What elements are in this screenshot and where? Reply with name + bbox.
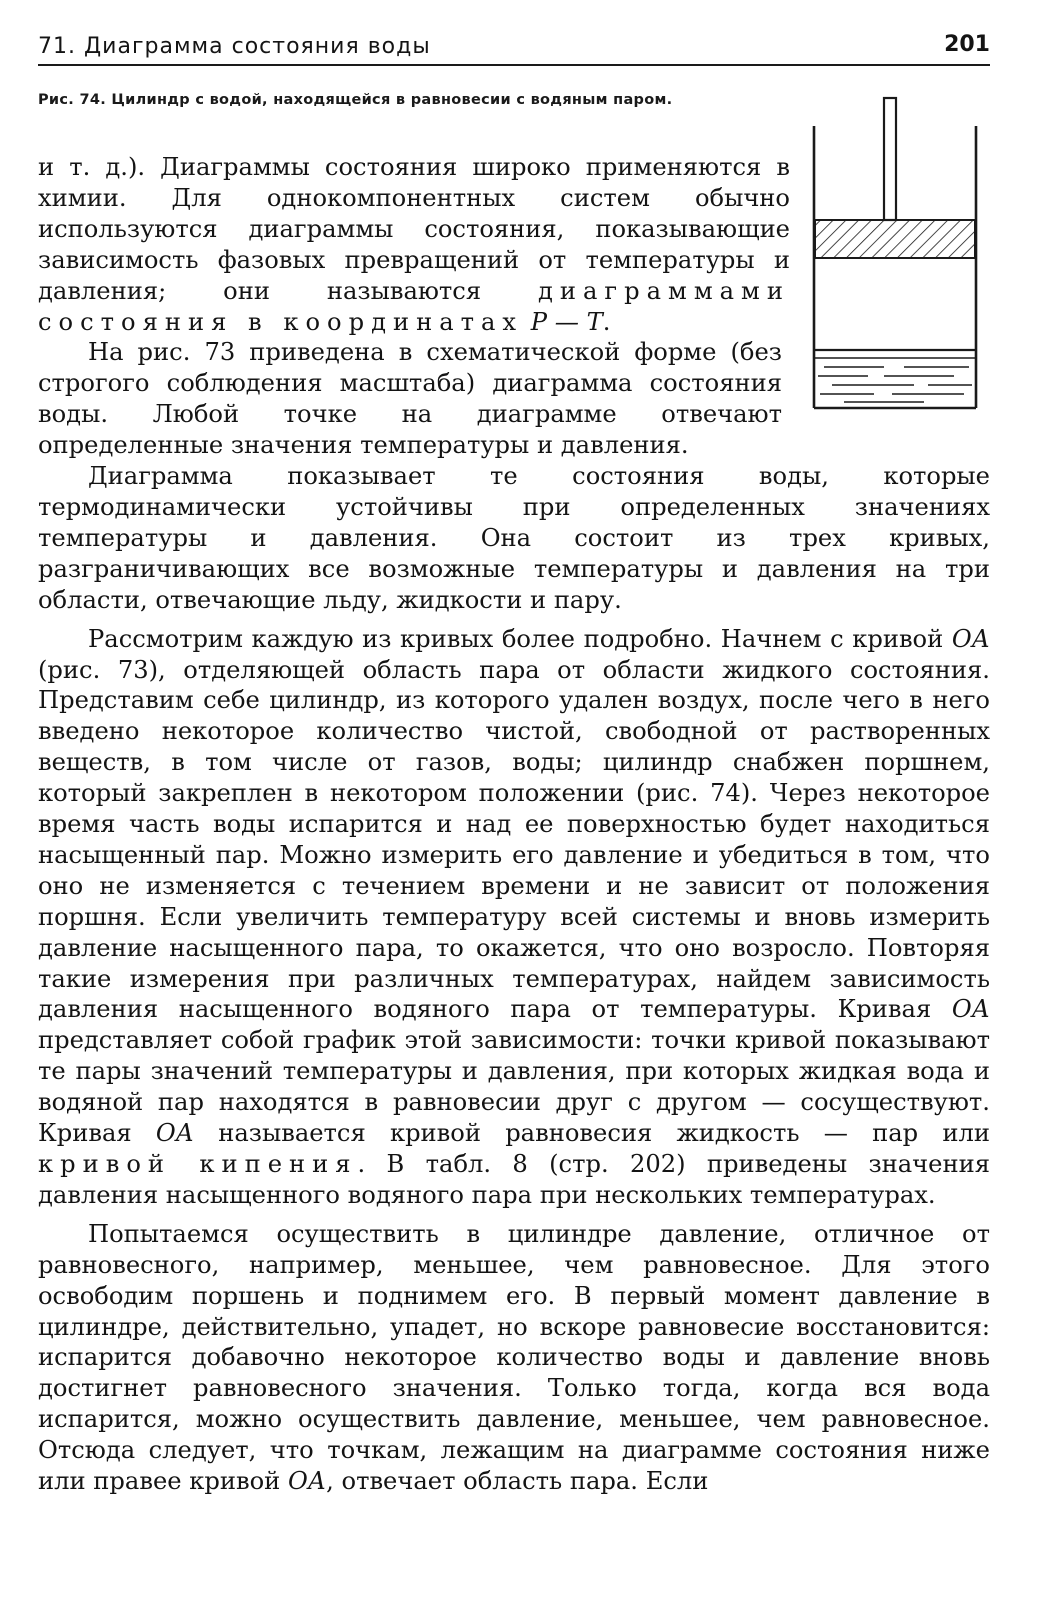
spaced-term: кривой кипения: [38, 1150, 358, 1178]
section-title: 71. Диаграмма состояния воды: [38, 34, 431, 59]
page-number: 201: [944, 32, 990, 57]
running-head: [38, 28, 990, 64]
paragraph-5: Попытаемся осуществить в цилиндре давление, отличное от равновесного, например, меньшее, чем равновесное. Для этого освободим поршень и поднимем его. В первый момент давление в цилиндре, действительно, упадет, но вскоре равновесие восстановится: испарится добавочно некоторое количество воды и давление вновь достигнет равновесного значения. Только тогда, когда вся вода испарится, можно осуществить давление, меньшее, чем равновесное. Отсюда следует, что точкам, лежащим на диаграмме состояния ниже или правее кривой ОА, отвечает область пара. Если: [38, 1219, 990, 1496]
italic-symbol: ОА: [155, 1119, 194, 1148]
italic-symbol: ОА: [951, 624, 990, 653]
italic-symbol: ОА: [287, 1467, 327, 1496]
figure-caption: Рис. 74. Цилиндр с водой, находящейся в равновесии с водяным паром.: [38, 92, 673, 108]
spaced-term: диаграммами состояния в координатах: [38, 276, 790, 336]
italic-symbol: ОА: [951, 995, 990, 1024]
paragraph-3: Диаграмма показывает те состояния воды, которые термодинамически устойчивы при определенных значениях температуры и давления. Она состоит из трех кривых, разграничивающих все возможные температуры и давления на три области, отвечающие льду, жидкости и пару.: [38, 462, 990, 614]
paragraph-2: На рис. 73 приведена в схематической форме (без строгого соблюдения масштаба) диаграмма состояния воды. Любой точке на диаграмме отвечают определенные значения температуры и давления.: [38, 338, 782, 460]
italic-symbol: Р — Т: [530, 307, 603, 336]
paragraph-1: и т. д.). Диаграммы состояния широко применяются в химии. Для однокомпонентных систем обычно используются диаграммы состояния, показывающие зависимость фазовых превращений от температуры и давления; они называются диаграммами состояния в координатах Р — Т.: [38, 153, 790, 336]
paragraph-4: Рассмотрим каждую из кривых более подробно. Начнем с кривой ОА (рис. 73), отделяющей область пара от области жидкого состояния. Представим себе цилиндр, из которого удален воздух, после чего в него введено некоторое количество чистой, свободной от растворенных веществ, в том числе от газов, воды; цилиндр снабжен поршнем, который закреплен в некотором положении (рис. 74). Через некоторое время часть воды испарится и над ее поверхностью будет находиться насыщенный пар. Можно измерить его давление и убедиться в том, что оно не изменяется с течением времени и не зависит от положения поршня. Если увеличить температуру всей системы и вновь измерить давление насыщенного пара, то окажется, что оно возросло. Повторяя такие измерения при различных температурах, найдем зависимость давления насыщенного водяного пара от температуры. Кривая ОА представляет собой график этой зависимости: точки кривой показывают те пары значений температуры и давления, при которых жидкая вода и водяной пар находятся в равновесии друг с другом — сосуществуют. Кривая ОА называется кривой равновесия жидкость — пар или кривой кипения. В табл. 8 (стр. 202) приведены значения давления насыщенного водяного пара при нескольких температурах.: [38, 624, 990, 1209]
body-text: [38, 152, 990, 1497]
header-rule: [38, 64, 990, 66]
